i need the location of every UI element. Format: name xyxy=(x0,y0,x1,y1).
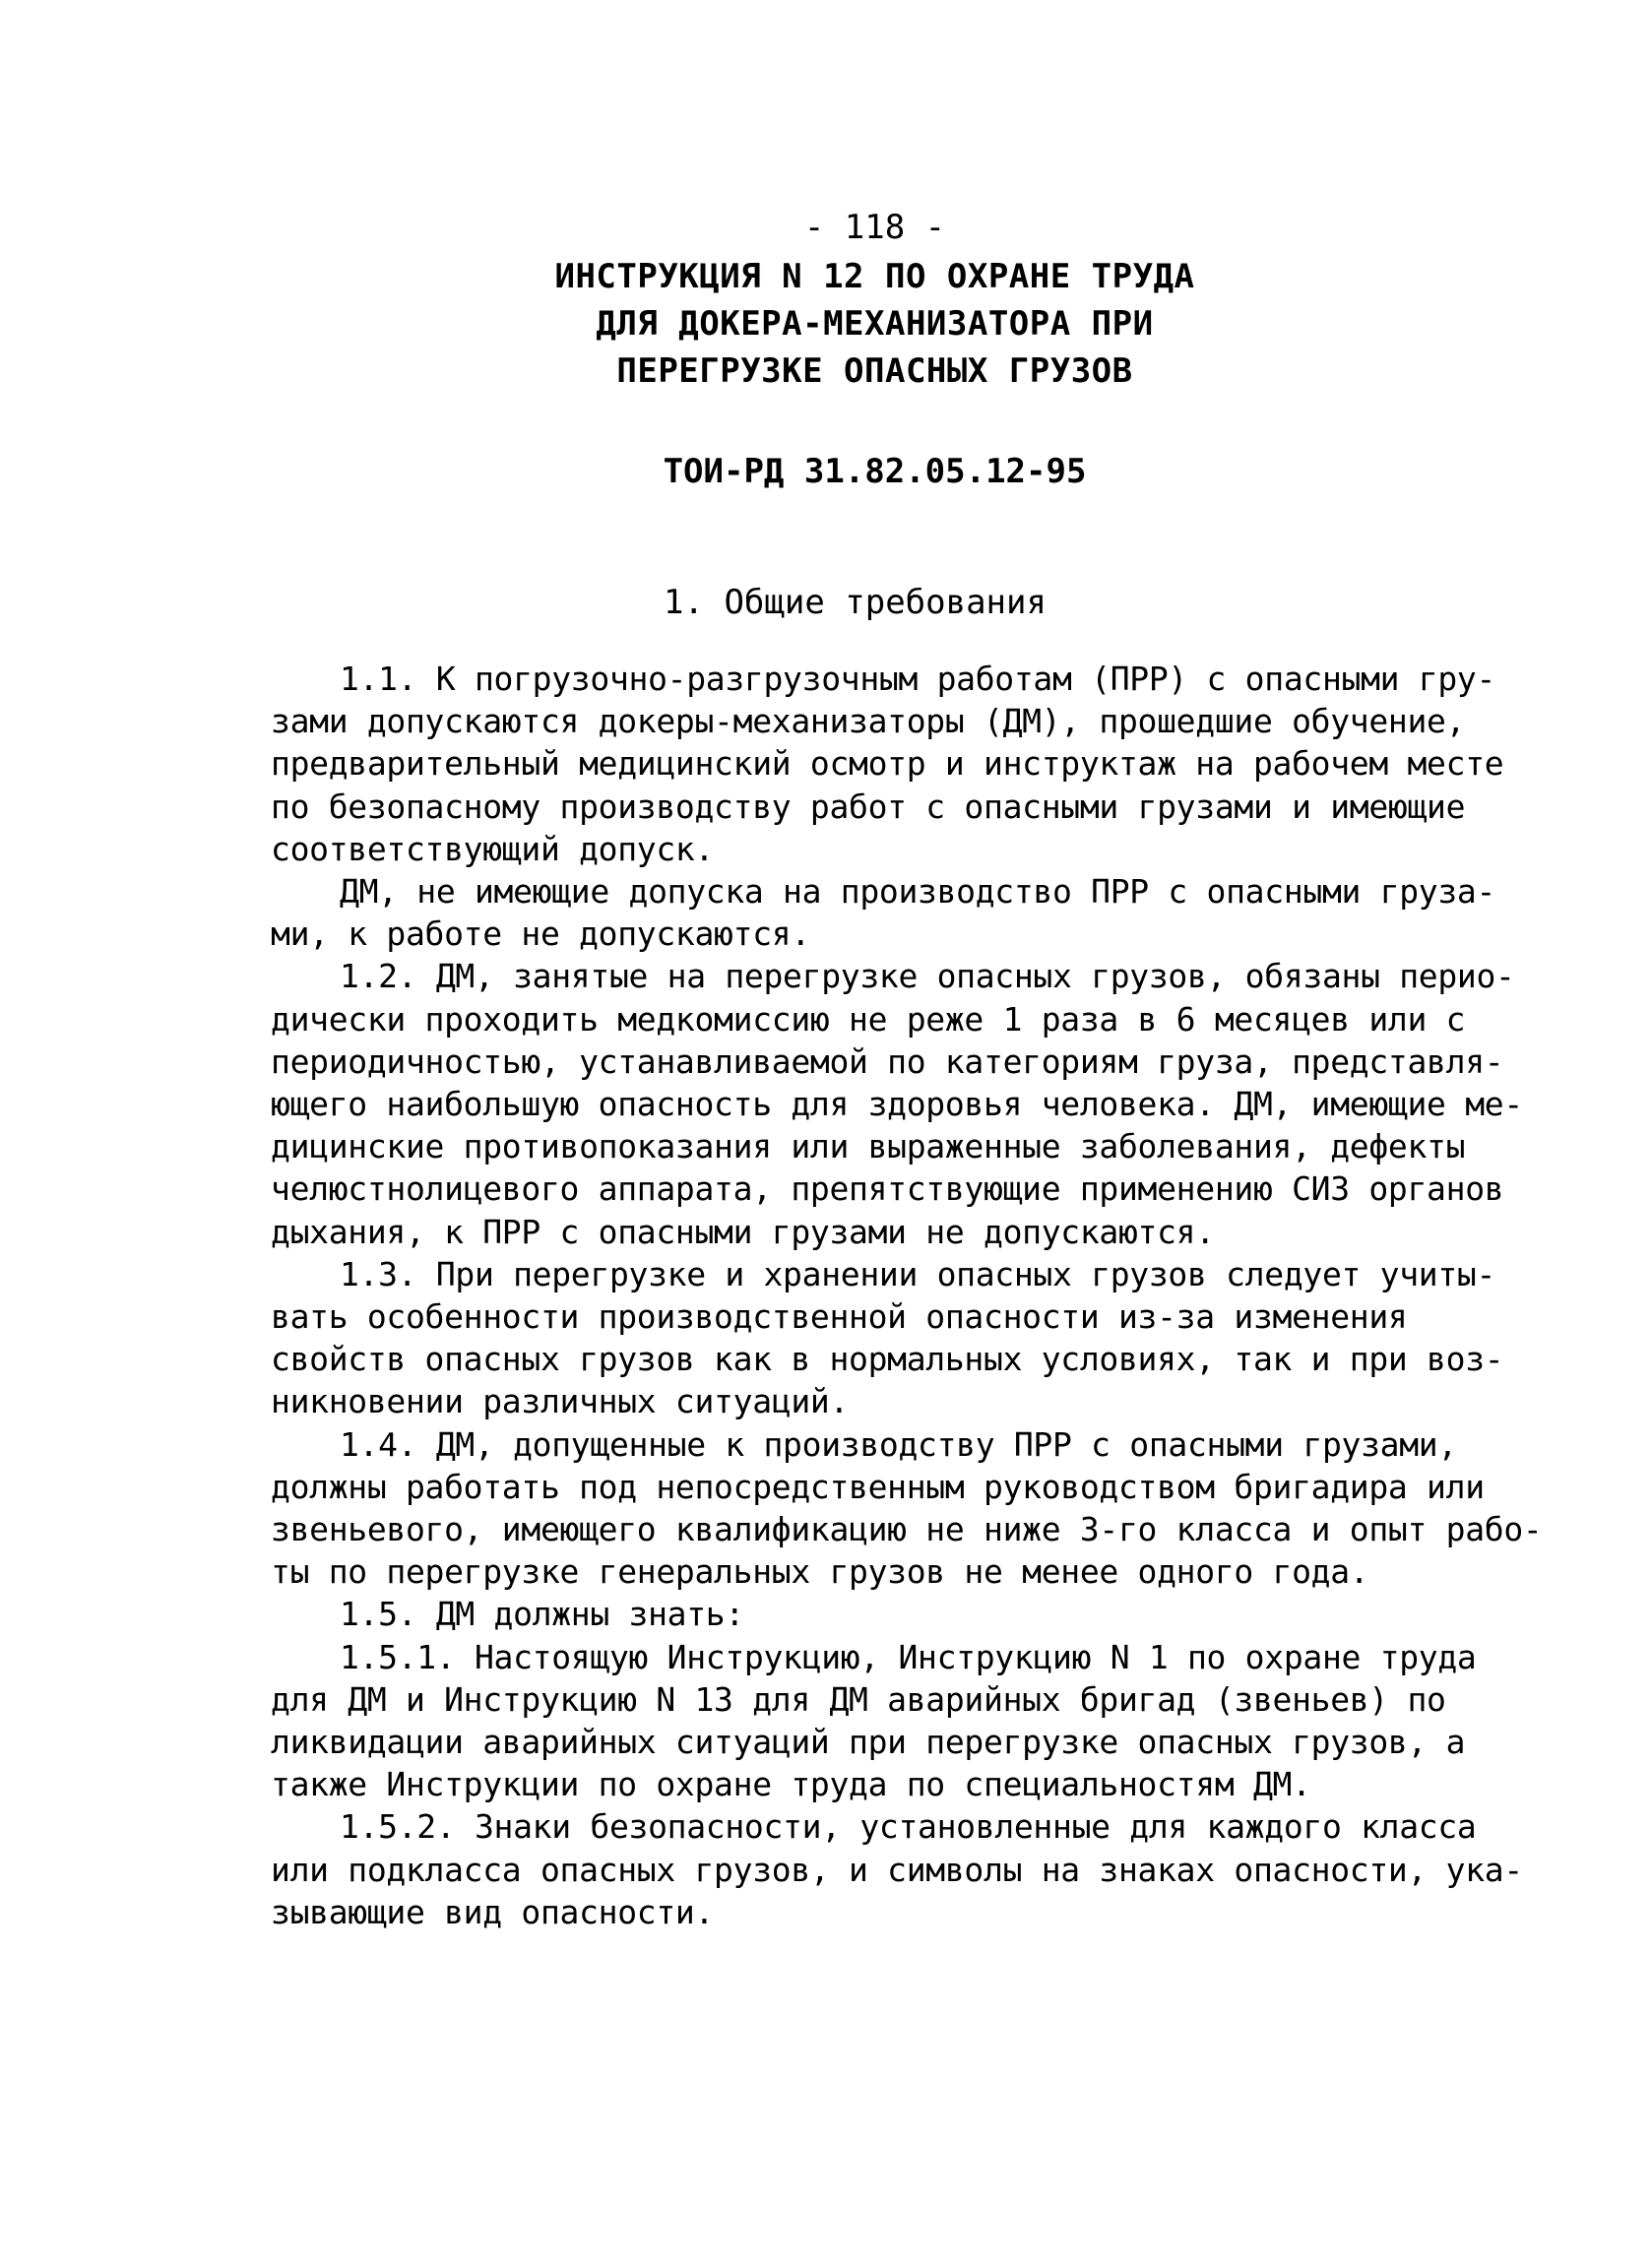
page-number: - 118 - xyxy=(803,208,946,247)
document-code: ТОИ-РД 31.82.05.12-95 xyxy=(663,452,1087,491)
paragraph-line: ющего наибольшую опасность для здоровья человека. ДМ, имеющие ме- xyxy=(271,1085,1523,1124)
paragraph xyxy=(271,1636,1477,1806)
paragraph xyxy=(271,658,1504,870)
paragraph-line: по безопасному производству работ с опасными грузами и имеющие xyxy=(271,787,1466,826)
paragraph-line: ми, к работе не допускаются. xyxy=(271,914,810,954)
paragraph-line: 1.5.1. Настоящую Инструкцию, Инструкцию N 1 по охране труда xyxy=(340,1637,1477,1676)
section-heading: 1. Общие требования xyxy=(664,583,1047,622)
paragraph-line: зывающие вид опасности. xyxy=(271,1892,715,1931)
title-line-2: ДЛЯ ДОКЕРА-МЕХАНИЗАТОРА ПРИ xyxy=(596,304,1154,344)
paragraph-line: 1.3. При перегрузке и хранении опасных грузов следует учиты- xyxy=(340,1254,1496,1293)
paragraph-line: ты по перегрузке генеральных грузов не менее одного года. xyxy=(271,1552,1369,1592)
title-line-1: ИНСТРУКЦИЯ N 12 ПО ОХРАНЕ ТРУДА xyxy=(554,257,1195,296)
paragraph-line: ликвидации аварийных ситуаций при перегрузке опасных грузов, а xyxy=(271,1723,1466,1762)
paragraph-line: должны работать под непосредственным руководством бригадира или xyxy=(271,1467,1485,1506)
document-header xyxy=(0,202,1651,495)
paragraph xyxy=(271,955,1523,1252)
paragraph-line: также Инструкции по охране труда по специальностям ДМ. xyxy=(271,1765,1311,1804)
paragraph-line: 1.5. ДМ должны знать: xyxy=(340,1595,744,1634)
document-body xyxy=(271,658,1543,1933)
paragraph-line: челюстнолицевого аппарата, препятствующие применению СИЗ органов xyxy=(271,1169,1504,1209)
paragraph-line: 1.5.2. Знаки безопасности, установленные для каждого класса xyxy=(340,1807,1477,1847)
paragraph-line: дически проходить медкомиссию не реже 1 раза в 6 месяцев или с xyxy=(271,999,1466,1039)
paragraph xyxy=(271,870,1496,955)
title-line-3: ПЕРЕГРУЗКЕ ОПАСНЫХ ГРУЗОВ xyxy=(616,351,1133,391)
paragraph-line: соответствующий допуск. xyxy=(271,829,715,868)
paragraph xyxy=(271,1805,1523,1933)
paragraph-line: ДМ, не имеющие допуска на производство ПРР с опасными груза- xyxy=(340,872,1496,912)
paragraph-line: предварительный медицинский осмотр и инструктаж на рабочем месте xyxy=(271,744,1504,784)
paragraph-line: периодичностью, устанавливаемой по категориям груза, представля- xyxy=(271,1041,1504,1081)
paragraph-line: свойств опасных грузов как в нормальных условиях, так и при воз- xyxy=(271,1340,1504,1379)
paragraph-line: дыхания, к ПРР с опасными грузами не допускаются. xyxy=(271,1212,1215,1251)
paragraph-line: звеньевого, имеющего квалификацию не ниже 3-го класса и опыт рабо- xyxy=(271,1510,1543,1549)
paragraph-line: или подкласса опасных грузов, и символы на знаках опасности, ука- xyxy=(271,1850,1523,1889)
paragraph-line: 1.4. ДМ, допущенные к производству ПРР с опасными грузами, xyxy=(340,1424,1457,1464)
paragraph-line: 1.2. ДМ, занятые на перегрузке опасных грузов, обязаны перио- xyxy=(340,957,1515,996)
paragraph-line: вать особенности производственной опасности из-за изменения xyxy=(271,1297,1408,1337)
paragraph-line: дицинские противопоказания или выраженные заболевания, дефекты xyxy=(271,1127,1466,1166)
paragraph xyxy=(271,1593,1393,1635)
paragraph-line: для ДМ и Инструкцию N 13 для ДМ аварийных бригад (звеньев) по xyxy=(271,1679,1446,1719)
paragraph xyxy=(271,1423,1543,1594)
paragraph-line: никновении различных ситуаций. xyxy=(271,1382,850,1421)
paragraph-line: зами допускаются докеры-механизаторы (ДМ), прошедшие обучение, xyxy=(271,702,1466,741)
paragraph xyxy=(271,1253,1504,1423)
paragraph-line: 1.1. К погрузочно-разгрузочным работам (ПРР) с опасными гру- xyxy=(340,660,1496,698)
